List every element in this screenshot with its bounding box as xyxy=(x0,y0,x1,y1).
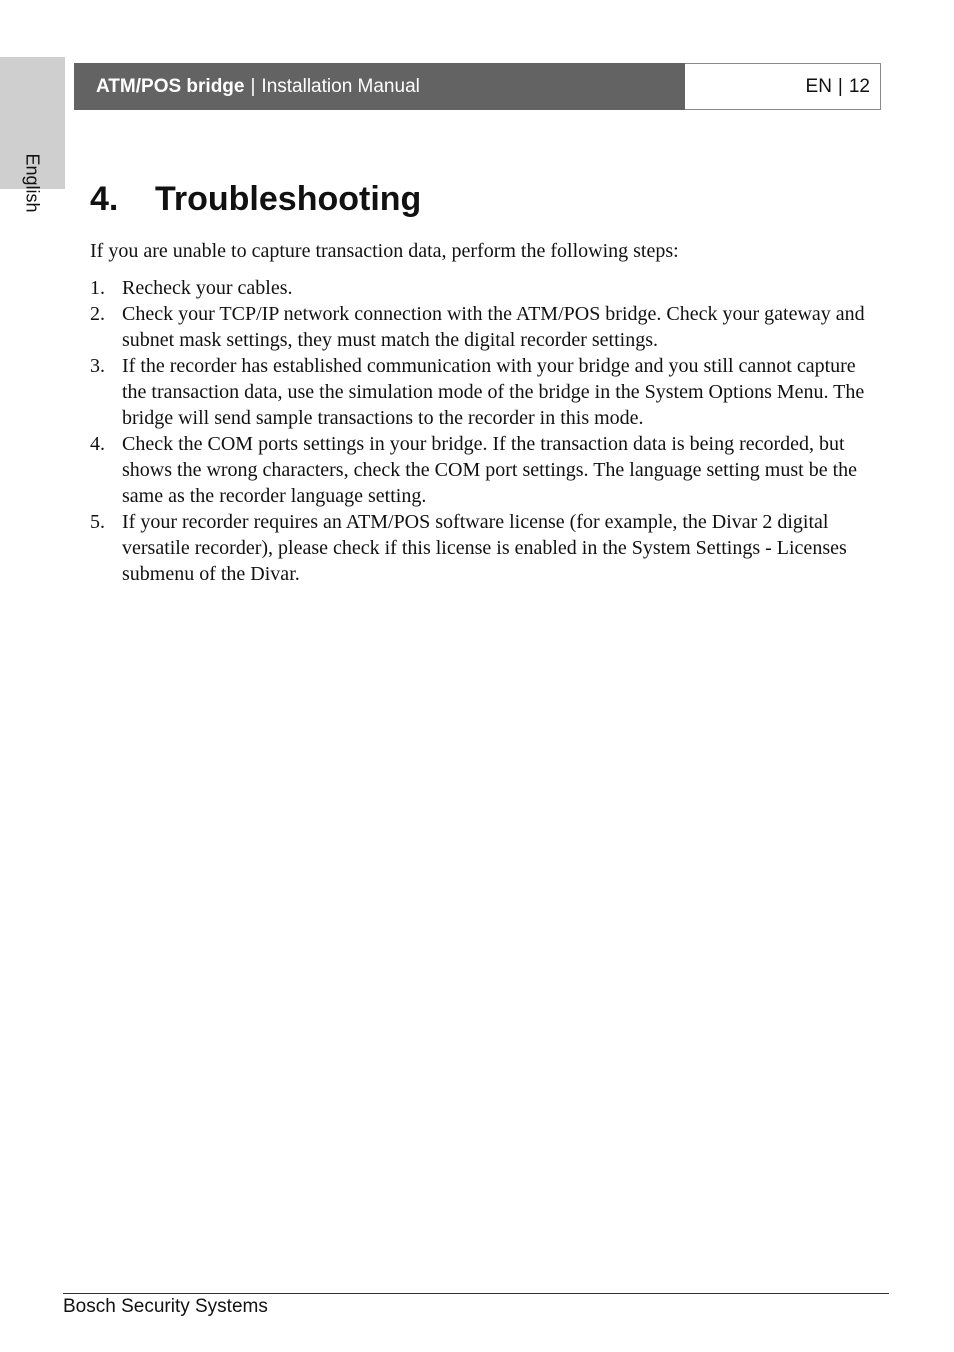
step-text: Recheck your cables. xyxy=(122,277,293,299)
document-type: Installation Manual xyxy=(261,75,420,97)
step-text: Check your TCP/IP network connection with the ATM/POS bridge. Check your gateway and subnet mask settings, they must match the digital recorder settings. xyxy=(122,303,865,351)
footer-divider xyxy=(63,1293,889,1294)
step-text: Check the COM ports settings in your bridge. If the transaction data is being recorded, but shows the wrong characters, check the COM port settings. The language setting must be the same as the recorder language setting. xyxy=(122,433,858,507)
section-title: Troubleshooting xyxy=(155,180,422,218)
language-label: English xyxy=(22,153,43,213)
step-item xyxy=(90,275,870,301)
product-name: ATM/POS bridge xyxy=(96,75,245,97)
section-heading xyxy=(90,180,421,219)
step-item xyxy=(90,353,870,431)
step-item xyxy=(90,509,870,587)
step-item xyxy=(90,431,870,509)
troubleshooting-steps xyxy=(90,275,870,587)
header-separator: | xyxy=(250,75,256,97)
step-item xyxy=(90,301,870,353)
page-number: 12 xyxy=(848,75,870,97)
step-number: 5. xyxy=(90,511,105,533)
language-side-tab xyxy=(0,57,65,213)
page-separator: | xyxy=(837,75,843,97)
step-number: 3. xyxy=(90,355,105,377)
section-number: 4. xyxy=(90,180,119,218)
step-text: If your recorder requires an ATM/POS software license (for example, the Divar 2 digital versatile recorder), please check if this license is enabled in the System Settings - Licenses submenu of the Divar. xyxy=(122,511,847,585)
language-code: EN xyxy=(805,75,832,97)
step-number: 4. xyxy=(90,433,105,455)
step-number: 1. xyxy=(90,277,105,299)
intro-paragraph: If you are unable to capture transaction data, perform the following steps: xyxy=(90,240,679,262)
page-indicator xyxy=(685,63,881,110)
step-text: If the recorder has established communication with your bridge and you still cannot capture the transaction data, use the simulation mode of the bridge in the System Options Menu. The bridge will send sample transactions to the recorder in this mode. xyxy=(122,355,865,429)
footer-company: Bosch Security Systems xyxy=(63,1296,268,1317)
step-number: 2. xyxy=(90,303,105,325)
header-bar xyxy=(74,63,685,110)
